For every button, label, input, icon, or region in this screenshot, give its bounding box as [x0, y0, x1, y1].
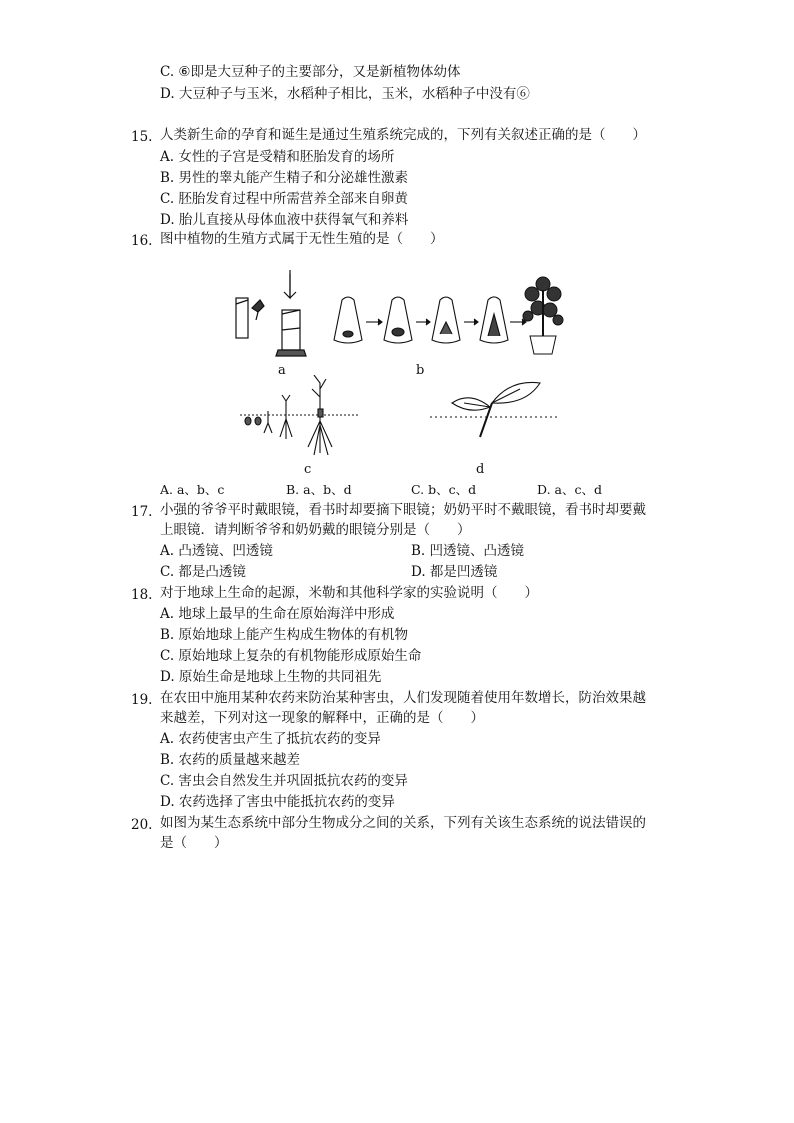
potted-plant-icon: [518, 270, 568, 360]
q15-stem: 人类新生命的孕育和诞生是通过生殖系统完成的，下列有关叙述正确的是（ ）: [160, 127, 646, 143]
q18-option-a[interactable]: A. 地球上最早的生命在原始海洋中形成: [160, 606, 395, 622]
q19-option-b[interactable]: B. 农药的质量越来越差: [160, 752, 301, 768]
q19-option-c[interactable]: C. 害虫会自然发生并巩固抵抗农药的变异: [160, 773, 408, 789]
q19-stem-line2: 来越差，下列对这一现象的解释中，正确的是（ ）: [160, 710, 484, 726]
q19-stem-line1: 在农田中施用某种农药来防治某种害虫，人们发现随着使用年数增长，防治效果越: [160, 690, 646, 706]
q17-option-b[interactable]: B. 凹透镜、凸透镜: [411, 543, 525, 559]
q18-option-c[interactable]: C. 原始地球上复杂的有机物能形成原始生命: [160, 648, 422, 664]
seedling-growth-illustration: [240, 375, 360, 460]
q18-number: 18.: [131, 587, 153, 603]
q17-stem-line2: 上眼镜．请判断爷爷和奶奶戴的眼镜分别是（ ）: [160, 522, 471, 538]
q19-option-d[interactable]: D. 农药选择了害虫中能抵抗农药的变异: [160, 794, 395, 810]
q17-stem-line1: 小强的爷爷平时戴眼镜，看书时却要摘下眼镜；奶奶平时不戴眼镜，看书时却要戴: [160, 502, 646, 518]
q17-option-a[interactable]: A. 凸透镜、凹透镜: [160, 543, 273, 559]
q16-option-d[interactable]: D. a、c、d: [537, 482, 602, 497]
q17-option-d[interactable]: D. 都是凹透镜: [411, 564, 498, 580]
figure-label-a: a: [278, 363, 286, 378]
figure-label-c: c: [304, 462, 312, 477]
q15-option-d[interactable]: D. 胎儿直接从母体血液中获得氧气和养料: [160, 212, 409, 228]
q18-stem: 对于地球上生命的起源，米勒和其他科学家的实验说明（ ）: [160, 585, 538, 601]
figure-label-b: b: [416, 363, 425, 378]
figure-label-d: d: [476, 462, 485, 477]
grafting-illustration: [228, 270, 328, 360]
q16-option-a[interactable]: A. a、b、c: [160, 482, 225, 497]
cutting-illustration: [430, 375, 560, 440]
q14-option-c[interactable]: C. ⑥即是大豆种子的主要部分，又是新植物体幼体: [160, 64, 461, 80]
q20-number: 20.: [131, 817, 153, 833]
q18-option-b[interactable]: B. 原始地球上能产生构成生物体的有机物: [160, 627, 409, 643]
q16-option-c[interactable]: C. b、c、d: [411, 482, 477, 497]
q17-option-c[interactable]: C. 都是凸透镜: [160, 564, 246, 580]
q19-number: 19.: [131, 692, 153, 708]
q15-option-b[interactable]: B. 男性的睾丸能产生精子和分泌雄性激素: [160, 170, 409, 186]
q15-option-a[interactable]: A. 女性的子宫是受精和胚胎发育的场所: [160, 149, 395, 165]
q20-stem-line1: 如图为某生态系统中部分生物成分之间的关系，下列有关该生态系统的说法错误的: [160, 815, 646, 831]
q19-option-a[interactable]: A. 农药使害虫产生了抵抗农药的变异: [160, 731, 381, 747]
q16-number: 16.: [131, 233, 153, 249]
q15-number: 15.: [131, 129, 153, 145]
q18-option-d[interactable]: D. 原始生命是地球上生物的共同祖先: [160, 669, 382, 685]
q17-number: 17.: [131, 504, 153, 520]
q16-option-b[interactable]: B. a、b、d: [286, 482, 352, 497]
q15-option-c[interactable]: C. 胚胎发育过程中所需营养全部来自卵黄: [160, 191, 408, 207]
q16-stem: 图中植物的生殖方式属于无性生殖的是（ ）: [160, 231, 444, 247]
q20-stem-line2: 是（ ）: [160, 835, 228, 851]
q14-option-d[interactable]: D. 大豆种子与玉米，水稻种子相比，玉米，水稻种子中没有⑥: [160, 86, 530, 102]
